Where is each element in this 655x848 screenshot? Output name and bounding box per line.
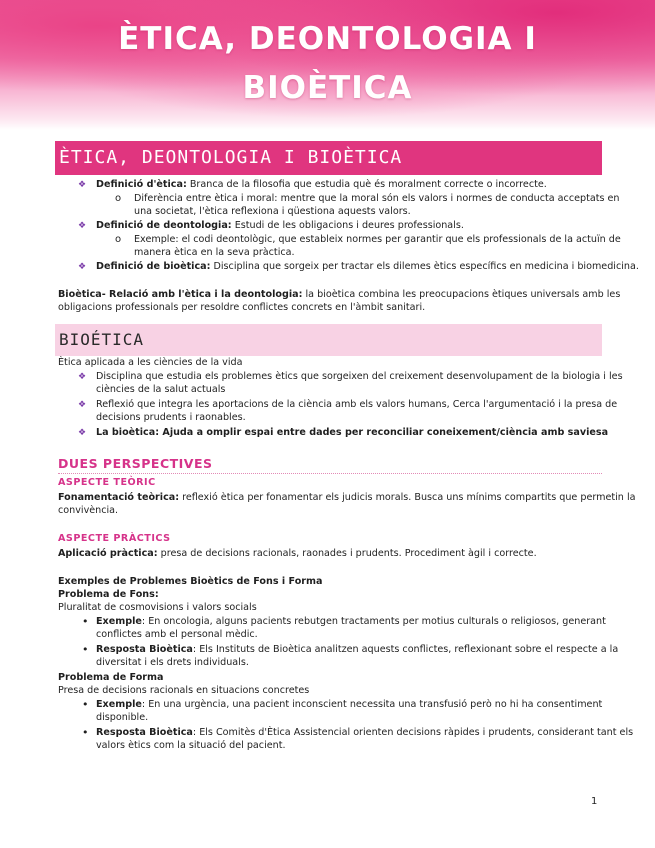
bullet-dot-icon: • bbox=[82, 615, 89, 628]
bioetica-point2-l2: decisions prudents i raonables. bbox=[96, 412, 246, 423]
bullet-dot-icon: • bbox=[82, 643, 89, 656]
problema-fons-heading: Problema de Fons: bbox=[58, 589, 159, 600]
banner-title-line2: BIOÈTICA bbox=[242, 70, 413, 106]
bullet-circle-icon: o bbox=[115, 193, 122, 204]
dotted-divider bbox=[58, 473, 602, 474]
aspecte-practics-heading: ASPECTE PRÀCTICS bbox=[58, 533, 171, 544]
bullet-circle-icon: o bbox=[115, 234, 122, 245]
bioetica-point3: La bioètica: Ajuda a omplir espai entre dades per reconciliar coneixement/ciència amb saviesa bbox=[96, 427, 609, 438]
bullet-dot-icon: • bbox=[82, 726, 89, 739]
bullet-diamond-icon bbox=[78, 221, 88, 231]
bullet-diamond-icon bbox=[78, 262, 88, 272]
bioetica-intro: Ètica aplicada a les ciències de la vida bbox=[58, 357, 243, 368]
bullet-dot-icon: • bbox=[82, 698, 89, 711]
bullet-diamond-icon bbox=[78, 428, 88, 438]
teoric-l2: convivència. bbox=[58, 505, 119, 516]
dues-perspectives-heading: DUES PERSPECTIVES bbox=[58, 456, 213, 471]
bullet-diamond-icon bbox=[78, 400, 88, 410]
aspecte-teoric-heading: ASPECTE TEÒRIC bbox=[58, 477, 156, 488]
def-bioetica: Definició de bioètica: Disciplina que sorgeix per tractar els dilemes ètics específics en medicina i biomedicina. bbox=[96, 261, 639, 272]
relacio-bioetica-l1: Bioètica- Relació amb l'ètica i la deontologia: la bioètica combina les preocupacions ètiques universals amb les bbox=[58, 289, 621, 300]
exemples-heading: Exemples de Problemes Bioètics de Fons i Forma bbox=[58, 576, 323, 587]
def-deontologia: Definició de deontologia: Estudi de les obligacions i deures professionals. bbox=[96, 220, 464, 231]
fons-resposta-l2: diversitat i els drets individuals. bbox=[96, 657, 249, 668]
bullet-diamond-icon bbox=[78, 180, 88, 190]
def-etica: Definició d'ètica: Branca de la filosofia que estudia què és moralment correcte o incorrecte. bbox=[96, 179, 547, 190]
exemple-deontologia-l2: manera ètica en la seva pràctica. bbox=[134, 247, 295, 258]
exemple-deontologia-l1: Exemple: el codi deontològic, que estableix normes per garantir que els professionals de la actuïn de bbox=[134, 234, 621, 245]
banner-title-line1: ÈTICA, DEONTOLOGIA I bbox=[118, 21, 537, 57]
fons-exemple-l2: conflictes amb el personal mèdic. bbox=[96, 629, 258, 640]
forma-exemple-l2: disponible. bbox=[96, 712, 149, 723]
diff-etica-moral-l2: una societat, l'ètica reflexiona i qüestiona aquests valors. bbox=[134, 206, 411, 217]
section-heading-bioetica: BIOÉTICA bbox=[55, 324, 602, 356]
forma-resposta-l1: Resposta Bioètica: Els Comitès d'Ètica Assistencial orienten decisions ràpides i prudents, considerant tant els bbox=[96, 727, 634, 738]
practic-text: Aplicació pràctica: presa de decisions racionals, raonades i prudents. Procediment àgil i correcte. bbox=[58, 548, 537, 559]
bioetica-point1-l2: ciències de la salut actuals bbox=[96, 384, 226, 395]
problema-forma-intro: Presa de decisions racionals en situacions concretes bbox=[58, 685, 310, 696]
forma-resposta-l2: valors ètics com la situació del pacient. bbox=[96, 740, 286, 751]
fons-exemple-l1: Exemple: En oncologia, alguns pacients rebutgen tractaments per motius culturals o religiosos, generant bbox=[96, 616, 606, 627]
problema-fons-intro: Pluralitat de cosmovisions i valors socials bbox=[58, 602, 257, 613]
problema-forma-heading: Problema de Forma bbox=[58, 672, 164, 683]
teoric-l1: Fonamentació teòrica: reflexió ètica per fonamentar els judicis morals. Busca uns mínims compartits que permetin la bbox=[58, 492, 636, 503]
relacio-bioetica-l2: obligacions professionals per resoldre conflictes concrets en l'àmbit sanitari. bbox=[58, 302, 426, 313]
section-heading-etica: ÈTICA, DEONTOLOGIA I BIOÈTICA bbox=[55, 141, 602, 175]
fons-resposta-l1: Resposta Bioètica: Els Instituts de Bioètica analitzen aquests conflictes, reflexionant sobre el respecte a la bbox=[96, 644, 619, 655]
diff-etica-moral-l1: Diferència entre ètica i moral: mentre que la moral són els valors i normes de conducta acceptats en bbox=[134, 193, 620, 204]
title-banner bbox=[0, 0, 655, 130]
bioetica-point2-l1: Reflexió que integra les aportacions de la ciència amb els valors humans, Cerca l'argumentació i la presa de bbox=[96, 399, 618, 410]
bullet-diamond-icon bbox=[78, 372, 88, 382]
forma-exemple-l1: Exemple: En una urgència, una pacient inconscient necessita una transfusió però no hi ha consentiment bbox=[96, 699, 603, 710]
bioetica-point1-l1: Disciplina que estudia els problemes ètics que sorgeixen del creixement desenvolupament de la biologia i les bbox=[96, 371, 623, 382]
page-number: 1 bbox=[591, 796, 598, 807]
